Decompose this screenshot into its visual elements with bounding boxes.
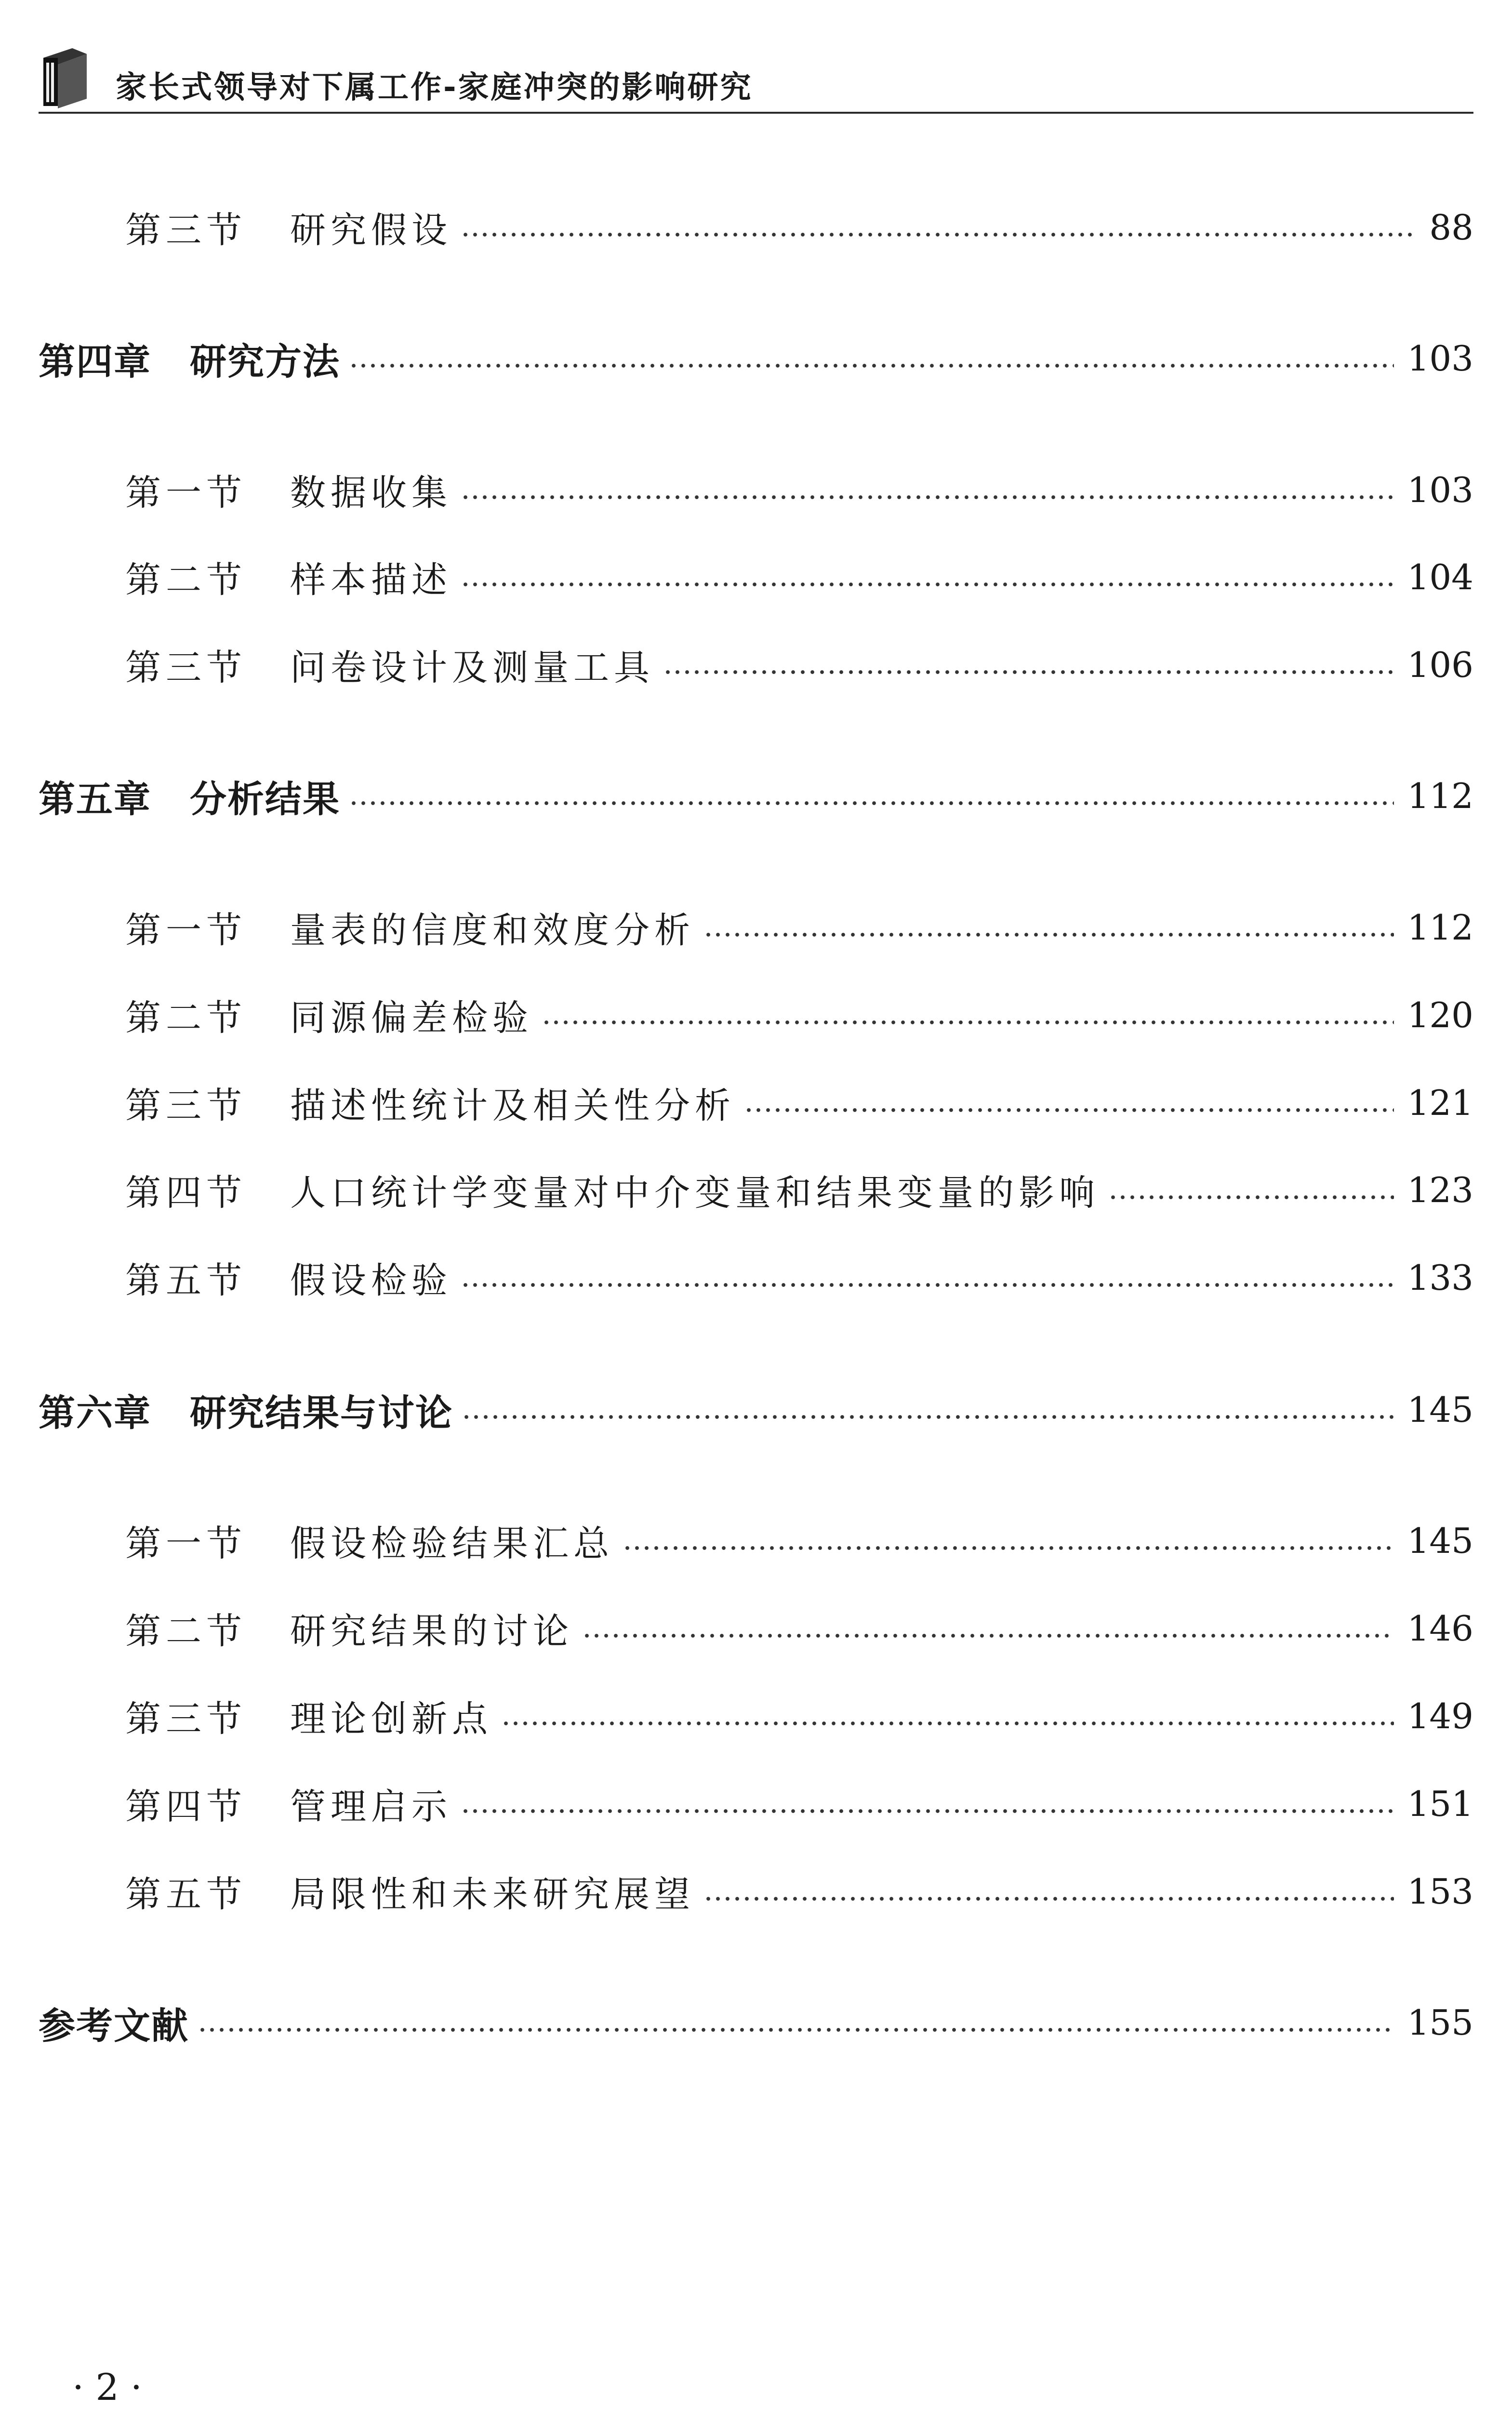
toc-entry-title: 数据收集 (290, 472, 452, 514)
toc-entry-number: 第三节 (125, 1085, 247, 1126)
toc-entry-title: 假设检验结果汇总 (290, 1523, 614, 1564)
dot-leader (663, 669, 1394, 675)
toc-entry-number: 第四节 (125, 1786, 247, 1827)
dot-leader (623, 1545, 1394, 1551)
toc-entry-number: 第二节 (125, 559, 247, 601)
toc-section-row[interactable] (39, 1249, 1473, 1307)
toc-page-number: 103 (1407, 338, 1473, 379)
toc-entry-number: 第六章 (39, 1391, 151, 1434)
toc-page-number: 149 (1407, 1696, 1473, 1736)
toc-section-row[interactable] (39, 986, 1473, 1044)
toc-entry-title: 研究结果的讨论 (290, 1611, 573, 1652)
toc-page-number: 145 (1407, 1390, 1473, 1430)
toc-section-row[interactable] (39, 1775, 1473, 1833)
toc-entry-title: 管理启示 (290, 1786, 452, 1827)
dot-leader (349, 800, 1394, 806)
toc-entry-title: 分析结果 (190, 777, 340, 821)
toc-entry-title: 样本描述 (290, 559, 452, 601)
toc-section-row[interactable] (39, 1600, 1473, 1657)
dot-leader (542, 1019, 1394, 1025)
header-rule (39, 112, 1473, 114)
toc-section-row[interactable] (39, 899, 1473, 956)
toc-section-row[interactable] (39, 636, 1473, 694)
toc-entry-title: 量表的信度和效度分析 (290, 910, 695, 951)
toc-entry-number: 第三节 (125, 210, 247, 251)
toc-page-number: 120 (1407, 995, 1473, 1035)
toc-page-number: 121 (1407, 1083, 1473, 1123)
toc-entry-number: 第四章 (39, 340, 151, 383)
toc-entry-title: 研究结果与讨论 (190, 1391, 453, 1434)
dot-leader (703, 1896, 1394, 1902)
toc-section-row[interactable] (39, 1512, 1473, 1570)
toc-page-number: 112 (1407, 776, 1473, 816)
toc-entry-number: 第五节 (125, 1260, 247, 1301)
toc-entry-title: 描述性统计及相关性分析 (290, 1085, 735, 1126)
toc-entry-number: 第三节 (125, 1698, 247, 1740)
page-folio: · 2 · (72, 2366, 142, 2409)
dot-leader (461, 1808, 1394, 1814)
toc-section-row[interactable] (39, 1863, 1473, 1920)
toc-entry-number: 第三节 (125, 647, 247, 688)
running-header (39, 43, 1473, 116)
toc-section-row[interactable] (39, 1074, 1473, 1132)
toc-entry-title: 同源偏差检验 (290, 997, 533, 1039)
toc-page-number: 155 (1407, 2002, 1473, 2043)
toc-page-number: 153 (1407, 1871, 1473, 1912)
toc-section-row[interactable] (39, 548, 1473, 606)
book-title: 家长式领导对下属工作-家庭冲突的影响研究 (116, 70, 753, 106)
toc-entry-title: 参考文献 (39, 2004, 189, 2047)
toc-page-number: 103 (1407, 470, 1473, 510)
toc-entry-title: 理论创新点 (290, 1698, 492, 1740)
toc-entry-number: 第一节 (125, 910, 247, 951)
toc-entry-title: 人口统计学变量对中介变量和结果变量的影响 (290, 1172, 1100, 1214)
toc-entry-title: 假设检验 (290, 1260, 452, 1301)
toc-page-number: 123 (1407, 1170, 1473, 1210)
toc-page-number: 146 (1407, 1608, 1473, 1649)
toc-entry-title: 问卷设计及测量工具 (290, 647, 654, 688)
toc-page-number: 145 (1407, 1521, 1473, 1561)
toc-page-number: 88 (1429, 207, 1473, 248)
toc-page-number: 112 (1407, 907, 1473, 948)
dot-leader (501, 1721, 1394, 1726)
toc-entry-number: 第一节 (125, 1523, 247, 1564)
dot-leader (582, 1633, 1394, 1639)
toc-section-row[interactable] (39, 461, 1473, 519)
dot-leader (461, 582, 1394, 587)
toc-page-number: 106 (1407, 645, 1473, 685)
toc-page-number: 133 (1407, 1257, 1473, 1298)
toc-chapter-row[interactable] (39, 1994, 1473, 2052)
dot-leader (1108, 1194, 1394, 1200)
toc-entry-title: 研究假设 (290, 210, 452, 251)
dot-leader (703, 932, 1394, 938)
toc-entry-number: 第五节 (125, 1874, 247, 1915)
toc-entry-number: 第二节 (125, 1611, 247, 1652)
toc-section-row[interactable] (39, 199, 1473, 256)
dot-leader (461, 494, 1394, 500)
dot-leader (349, 363, 1394, 369)
toc-entry-title: 局限性和未来研究展望 (290, 1874, 695, 1915)
dot-leader (461, 232, 1416, 238)
toc-page-number: 104 (1407, 557, 1473, 597)
book-stack-icon (39, 43, 92, 111)
toc-entry-number: 第五章 (39, 777, 151, 821)
toc-entry-title: 研究方法 (190, 340, 340, 383)
toc-entry-number: 第四节 (125, 1172, 247, 1214)
toc-page-number: 151 (1407, 1784, 1473, 1824)
toc-chapter-row[interactable] (39, 1381, 1473, 1439)
dot-leader (462, 1414, 1394, 1420)
dot-leader (461, 1282, 1394, 1288)
toc-entry-number: 第二节 (125, 997, 247, 1039)
dot-leader (744, 1107, 1394, 1113)
toc-entry-number: 第一节 (125, 472, 247, 514)
dot-leader (198, 2027, 1394, 2033)
toc-section-row[interactable] (39, 1687, 1473, 1745)
toc-chapter-row[interactable] (39, 330, 1473, 387)
toc-chapter-row[interactable] (39, 767, 1473, 825)
toc-section-row[interactable] (39, 1161, 1473, 1219)
